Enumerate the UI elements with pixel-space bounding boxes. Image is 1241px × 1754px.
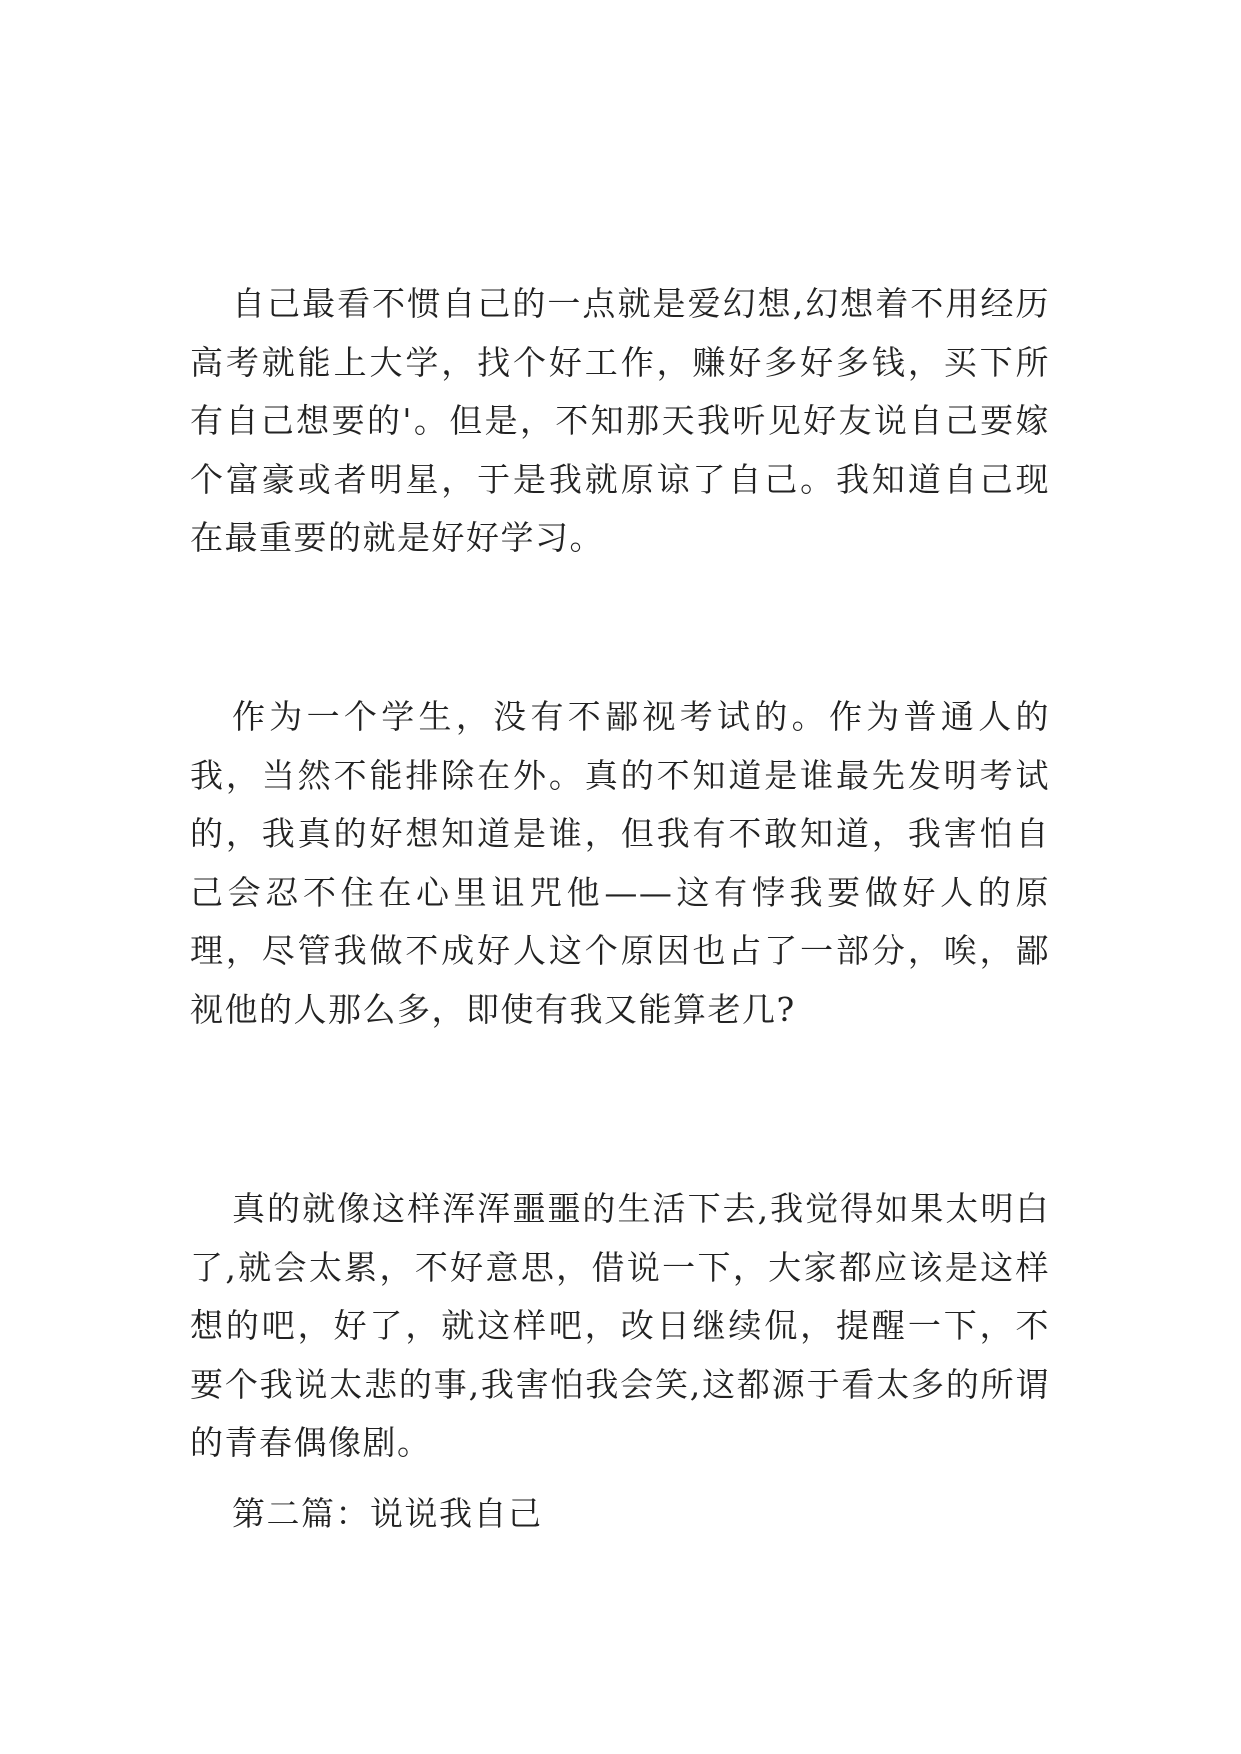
paragraph-2: [190, 688, 1050, 1039]
paragraph-text: 自己最看不惯自己的一点就是爱幻想,幻想着不用经历高考就能上大学，找个好工作，赚好多好多钱，买下所有自己想要的'。但是，不知那天我听见好友说自己要嫁个富豪或者明星，于是我就原谅了自己。我知道自己现在最重要的就是好好学习。: [190, 284, 1050, 557]
paragraph-3: [190, 1180, 1050, 1473]
paragraph-text: 作为一个学生，没有不鄙视考试的。作为普通人的我，当然不能排除在外。真的不知道是谁最先发明考试的，我真的好想知道是谁，但我有不敢知道，我害怕自己会忍不住在心里诅咒他——这有悖我要做好人的原理，尽管我做不成好人这个原因也占了一部分，唉，鄙视他的人那么多，即使有我又能算老几?: [190, 697, 1050, 1029]
section-heading-text: 第二篇：说说我自己: [232, 1494, 543, 1533]
section-heading: [190, 1485, 1050, 1544]
paragraph-text: 真的就像这样浑浑噩噩的生活下去,我觉得如果太明白了,就会太累，不好意思，借说一下，大家都应该是这样想的吧，好了，就这样吧，改日继续侃，提醒一下，不要个我说太悲的事,我害怕我会笑,这都源于看太多的所谓的青春偶像剧。: [190, 1189, 1050, 1462]
paragraph-1: [190, 275, 1050, 568]
